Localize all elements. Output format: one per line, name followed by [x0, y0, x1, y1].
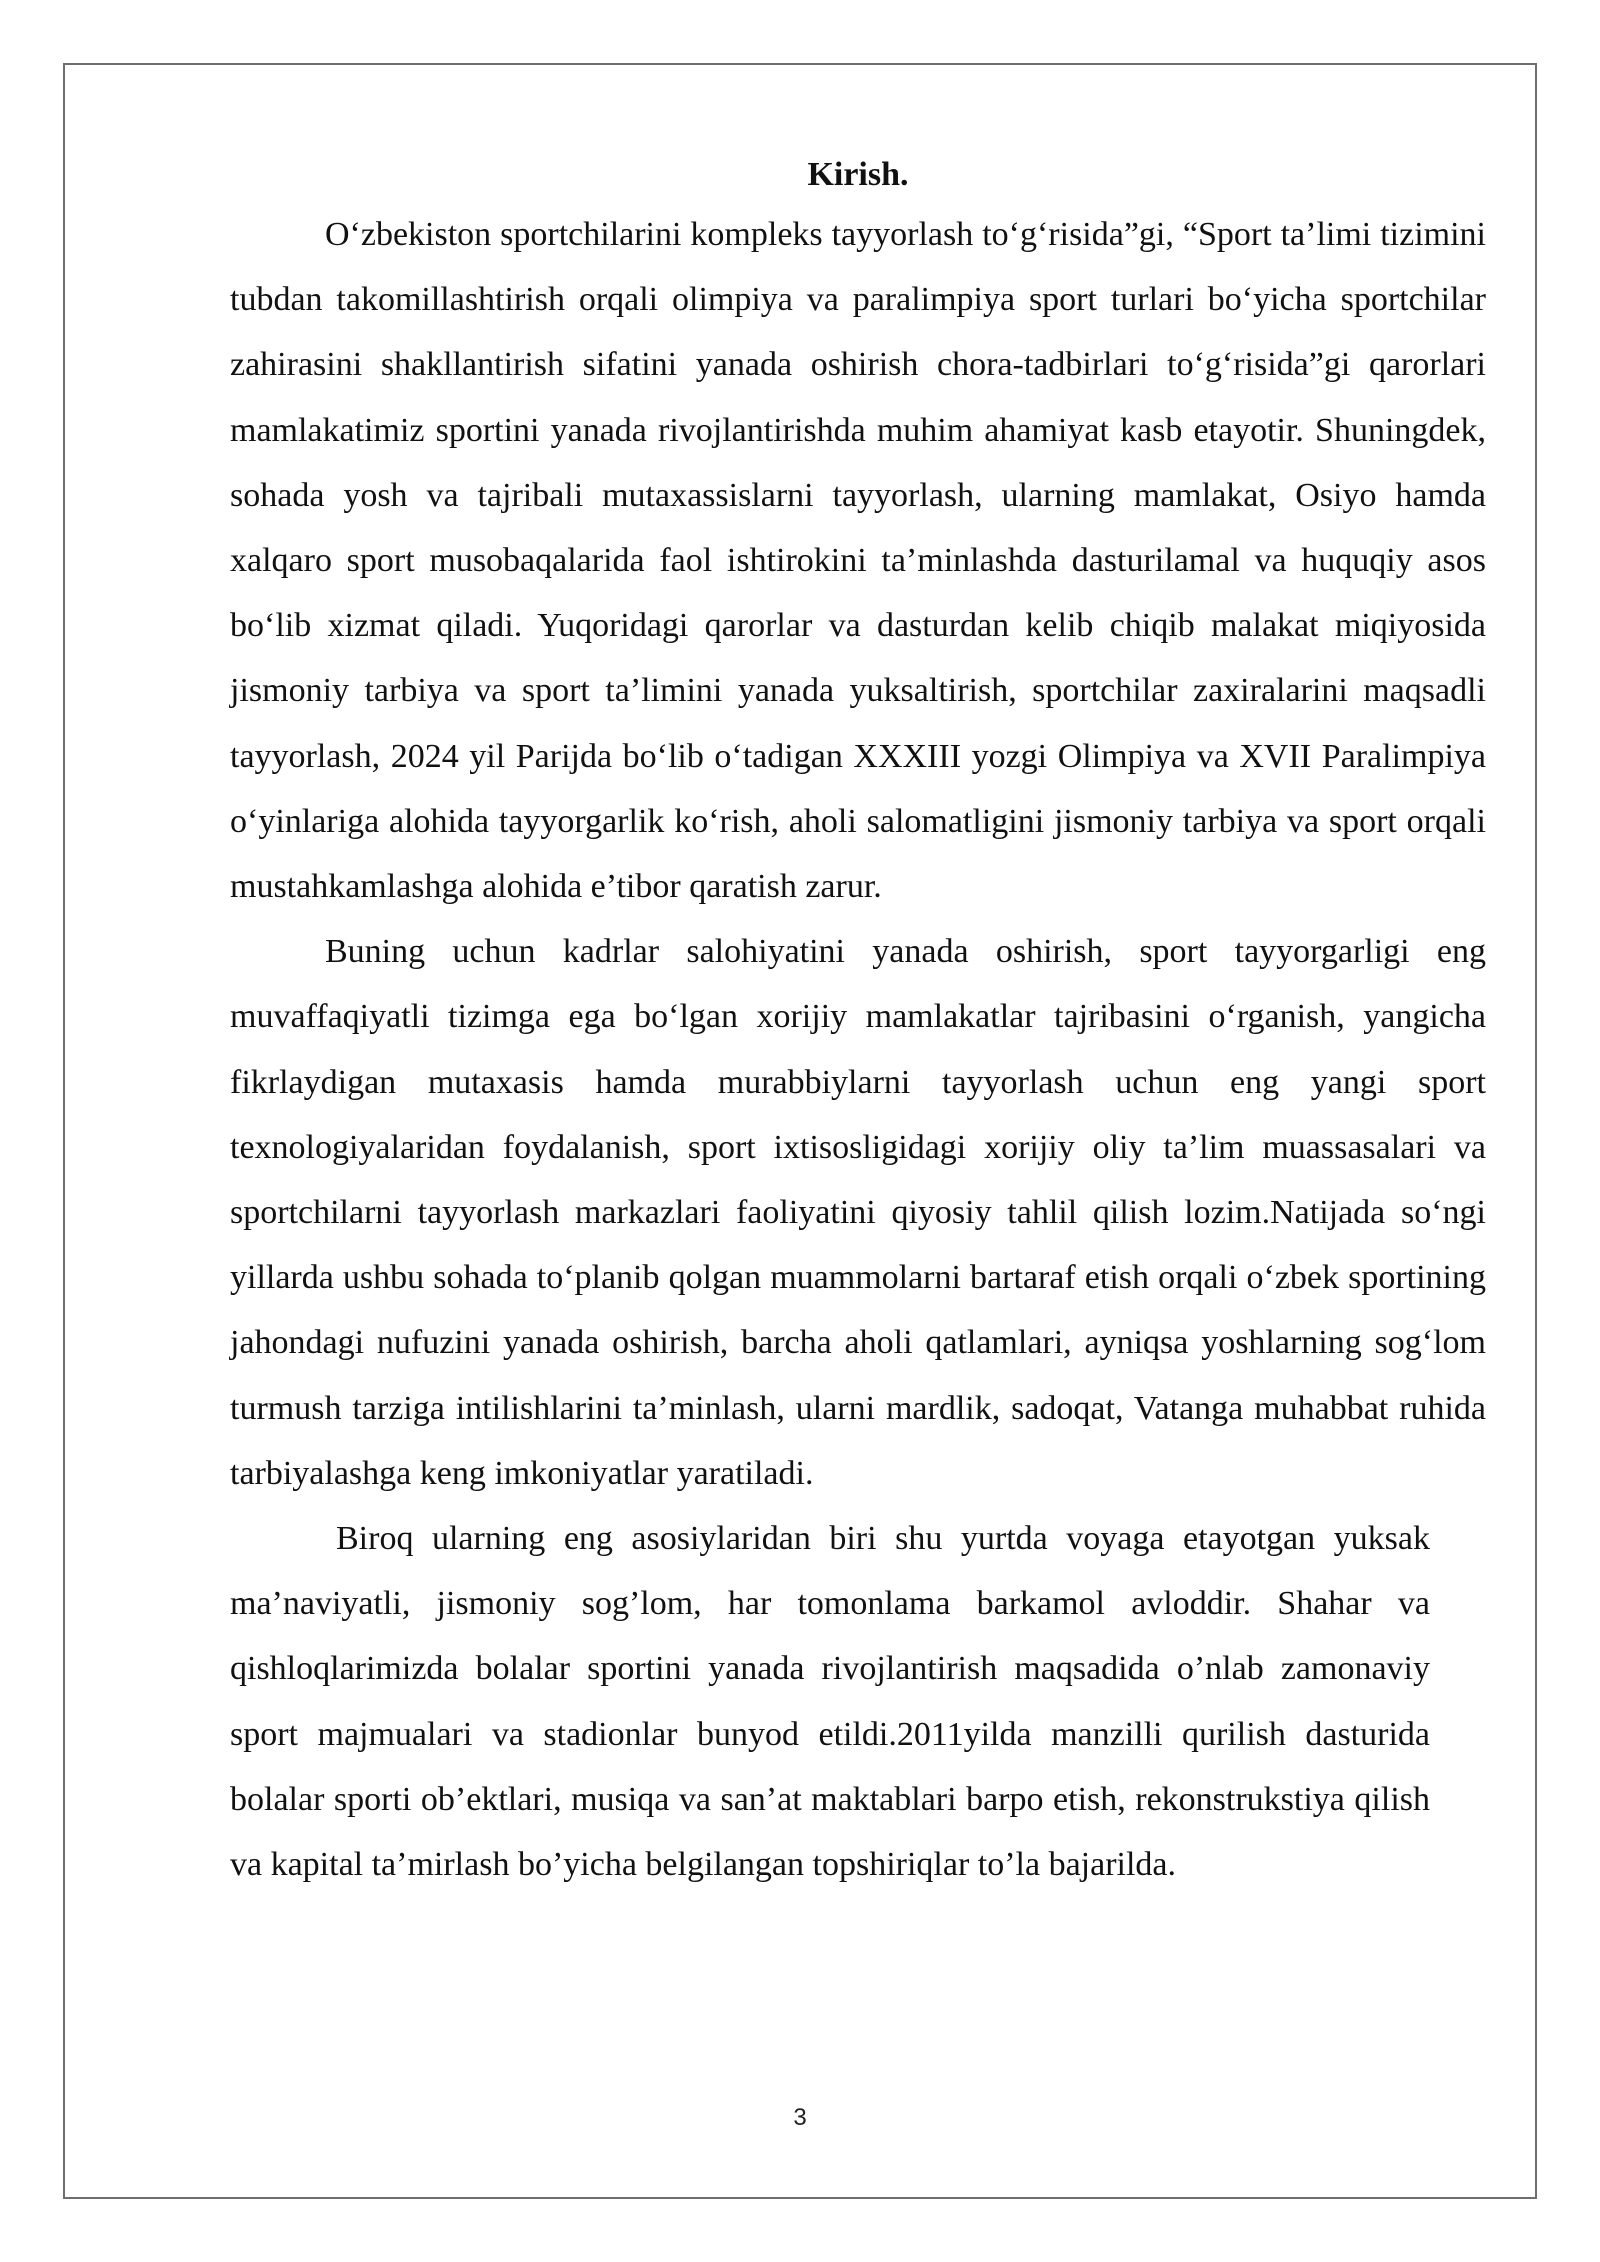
document-body: [230, 148, 1486, 1897]
paragraph-2: Buning uchun kadrlar salohiyatini yanada oshirish, sport tayyorgarligi eng muvaffaqiyatli tizimga ega bo‘lgan xorijiy mamlakatlar tajribasini o‘rganish, yangicha fikrlaydigan mutaxasis hamda murabbiylarni tayyorlash uchun eng yangi sport texnologiyalaridan foydalanish, sport ixtisosligidagi xorijiy oliy ta’lim muassasalari va sportchilarni tayyorlash markazlari faoliyatini qiyosiy tahlil qilish lozim.Natijada so‘ngi yillarda ushbu sohada to‘planib qolgan muammolarni bartaraf etish orqali o‘zbek sportining jahondagi nufuzini yanada oshirish, barcha aholi qatlamlari, ayniqsa yoshlarning sog‘lom turmush tarziga intilishlarini ta’minlash, ularni mardlik, sadoqat, Vatanga muhabbat ruhida tarbiyalashga keng imkoniyatlar yaratiladi.: [230, 933, 1486, 1492]
document-title: Kirish.: [807, 156, 909, 193]
page-number: 3: [793, 2104, 807, 2131]
paragraph-3: Biroq ularning eng asosiylaridan biri shu yurtda voyaga etayotgan yuksak ma’naviyatli, jismoniy sog’lom, har tomonlama barkamol avloddir. Shahar va qishloqlarimizda bolalar sportini yanada rivojlantirish maqsadida o’nlab zamonaviy sport majmualari va stadionlar bunyod etildi.2011yilda manzilli qurilish dasturida bolalar sporti ob’ektlari, musiqa va san’at maktablari barpo etish, rekonstrukstiya qilish va kapital ta’mirlash bo’yicha belgilangan topshiriqlar to’la bajarilda.: [230, 1520, 1430, 1884]
paragraph-1: O‘zbekiston sportchilarini kompleks tayyorlash to‘g‘risida”gi, “Sport ta’limi tizimini tubdan takomillashtirish orqali olimpiya va paralimpiya sport turlari bo‘yicha sportchilar zahirasini shakllantirish sifatini yanada oshirish chora-tadbirlari to‘g‘risida”gi qarorlari mamlakatimiz sportini yanada rivojlantirishda muhim ahamiyat kasb etayotir. Shuningdek, sohada yosh va tajribali mutaxassislarni tayyorlash, ularning mamlakat, Osiyo hamda xalqaro sport musobaqalarida faol ishtirokini ta’minlashda dasturilamal va huquqiy asos bo‘lib xizmat qiladi. Yuqoridagi qarorlar va dasturdan kelib chiqib malakat miqiyosida jismoniy tarbiya va sport ta’limini yanada yuksaltirish, sportchilar zaxiralarini maqsadli tayyorlash, 2024 yil Parijda bo‘lib o‘tadigan XXXIII yozgi Olimpiya va XVII Paralimpiya o‘yinlariga alohida tayyorgarlik ko‘rish, aholi salomatligini jismoniy tarbiya va sport orqali mustahkamlashga alohida e’tibor qaratish zarur.: [230, 216, 1486, 906]
